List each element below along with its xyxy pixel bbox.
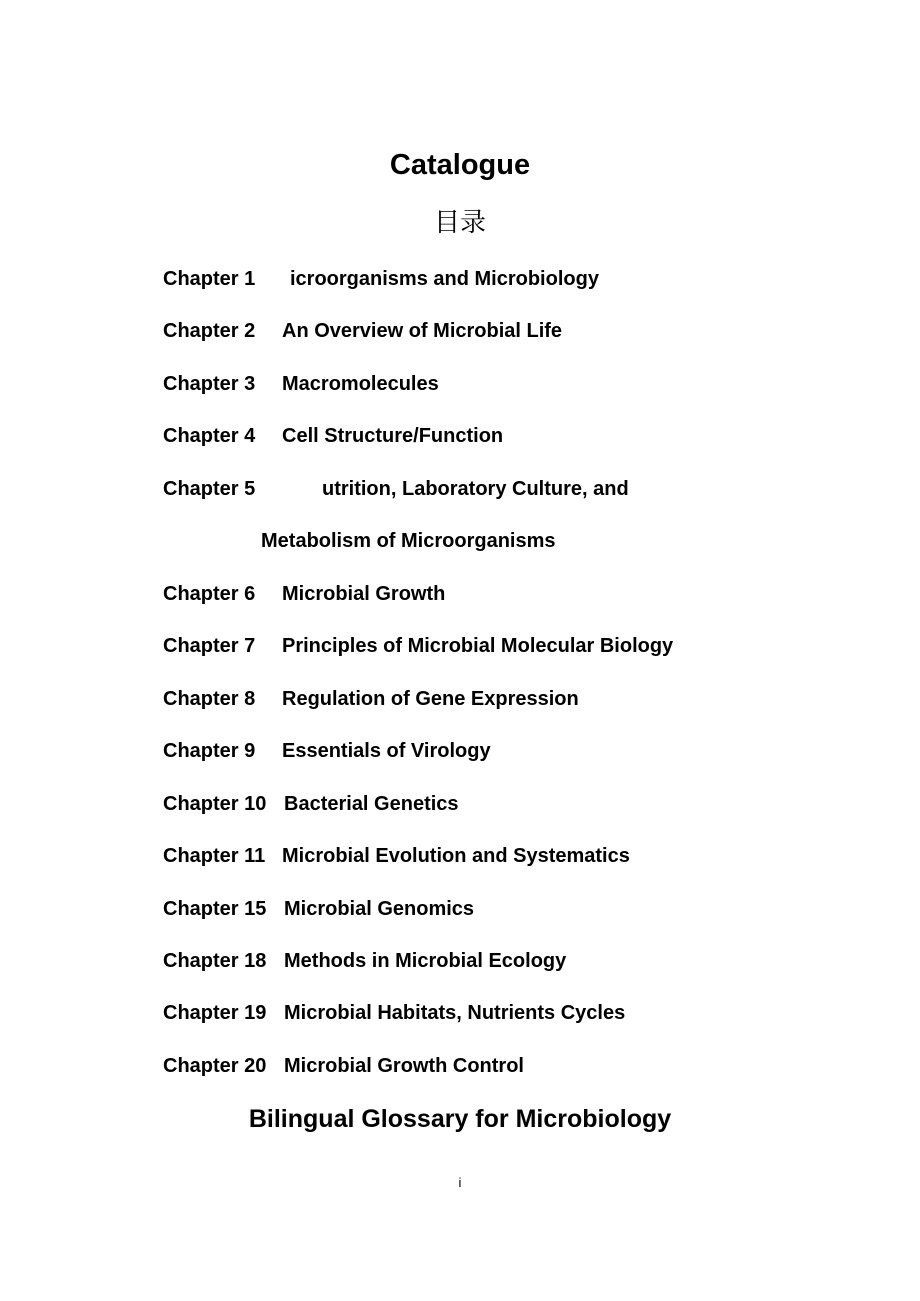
toc-chapter-number: Chapter 1	[163, 268, 256, 290]
toc-chapter-title: Microbial Evolution and Systematics	[282, 845, 630, 867]
toc-chapter-title: Bacterial Genetics	[284, 793, 459, 815]
toc-chapter-number: Chapter 3	[163, 373, 256, 395]
toc-chapter-title: Microbial Genomics	[284, 898, 475, 920]
toc-chapter-title: Macromolecules	[282, 373, 439, 395]
toc-chapter-title: Essentials of Virology	[282, 740, 491, 762]
toc-chapter-number: Chapter 4	[163, 425, 256, 447]
page-number: i	[458, 1175, 462, 1190]
toc-chapter-title: Methods in Microbial Ecology	[284, 950, 567, 972]
toc-chapter-title: Microbial Growth Control	[284, 1055, 524, 1077]
toc-chapter-number: Chapter 9	[163, 740, 256, 762]
toc-chapter-title: Microbial Habitats, Nutrients Cycles	[284, 1002, 626, 1024]
toc-chapter-number: Chapter 5	[163, 478, 256, 500]
toc-chapter-number: Chapter 8	[163, 688, 256, 710]
toc-chapter-title: utrition, Laboratory Culture, and	[322, 478, 629, 500]
page-subtitle: 目录	[433, 208, 486, 238]
toc-chapter-title: Metabolism of Microorganisms	[261, 530, 556, 552]
toc-chapter-number: Chapter 10	[163, 793, 267, 815]
toc-chapter-number: Chapter 7	[163, 635, 256, 657]
toc-chapter-title: Cell Structure/Function	[282, 425, 504, 447]
toc-chapter-title: Regulation of Gene Expression	[282, 688, 579, 710]
toc-chapter-number: Chapter 2	[163, 320, 256, 342]
toc-chapter-number: Chapter 19	[163, 1002, 267, 1024]
toc-chapter-number: Chapter 6	[163, 583, 256, 605]
toc-chapter-number: Chapter 15	[163, 898, 267, 920]
glossary-heading: Bilingual Glossary for Microbiology	[248, 1105, 672, 1133]
toc-chapter-title: Microbial Growth	[282, 583, 446, 605]
toc-chapter-title: An Overview of Microbial Life	[282, 320, 563, 342]
toc-chapter-number: Chapter 11	[163, 845, 266, 867]
toc-chapter-title: icroorganisms and Microbiology	[290, 268, 599, 290]
page-title: Catalogue	[389, 149, 531, 181]
toc-chapter-number: Chapter 18	[163, 950, 267, 972]
toc-chapter-number: Chapter 20	[163, 1055, 267, 1077]
toc-chapter-title: Principles of Microbial Molecular Biology	[282, 635, 674, 657]
